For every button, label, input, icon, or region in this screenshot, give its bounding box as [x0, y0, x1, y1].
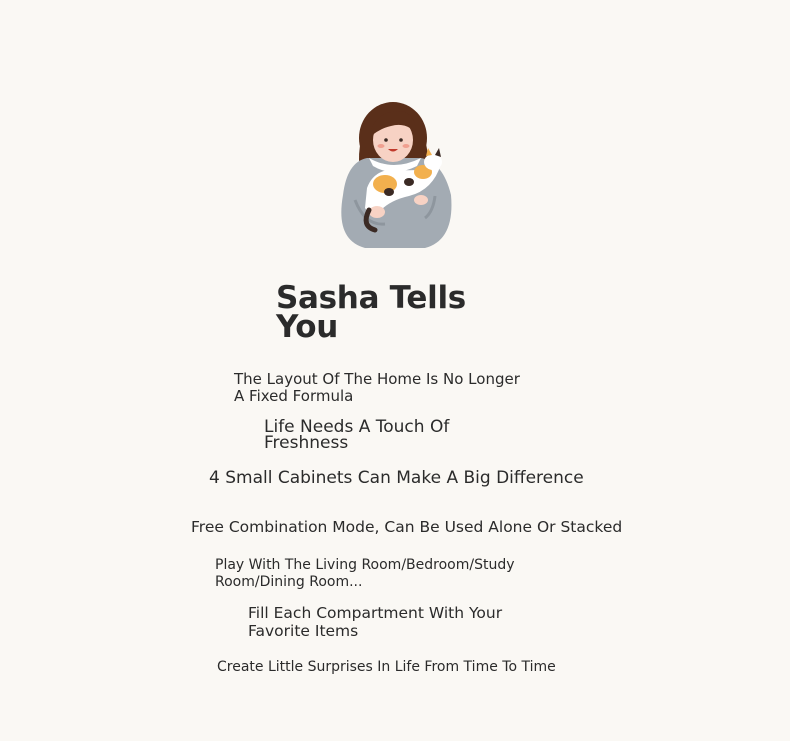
tagline-combination-mode: Free Combination Mode, Can Be Used Alone Or Stacked	[191, 518, 623, 536]
tagline-compartments: Fill Each Compartment With Your Favorite Items	[248, 604, 503, 640]
woman-holding-cat-illustration	[325, 100, 460, 252]
tagline-layout: The Layout Of The Home Is No Longer A Fixed Formula	[234, 370, 520, 405]
tagline-rooms: Play With The Living Room/Bedroom/Study Room/Dining Room...	[215, 557, 515, 590]
tagline-small-cabinets: 4 Small Cabinets Can Make A Big Difference	[209, 468, 584, 488]
tagline-surprises: Create Little Surprises In Life From Time To Time	[217, 659, 556, 675]
page-title: Sasha Tells You	[276, 280, 466, 345]
tagline-freshness: Life Needs A Touch Of Freshness	[264, 417, 450, 453]
